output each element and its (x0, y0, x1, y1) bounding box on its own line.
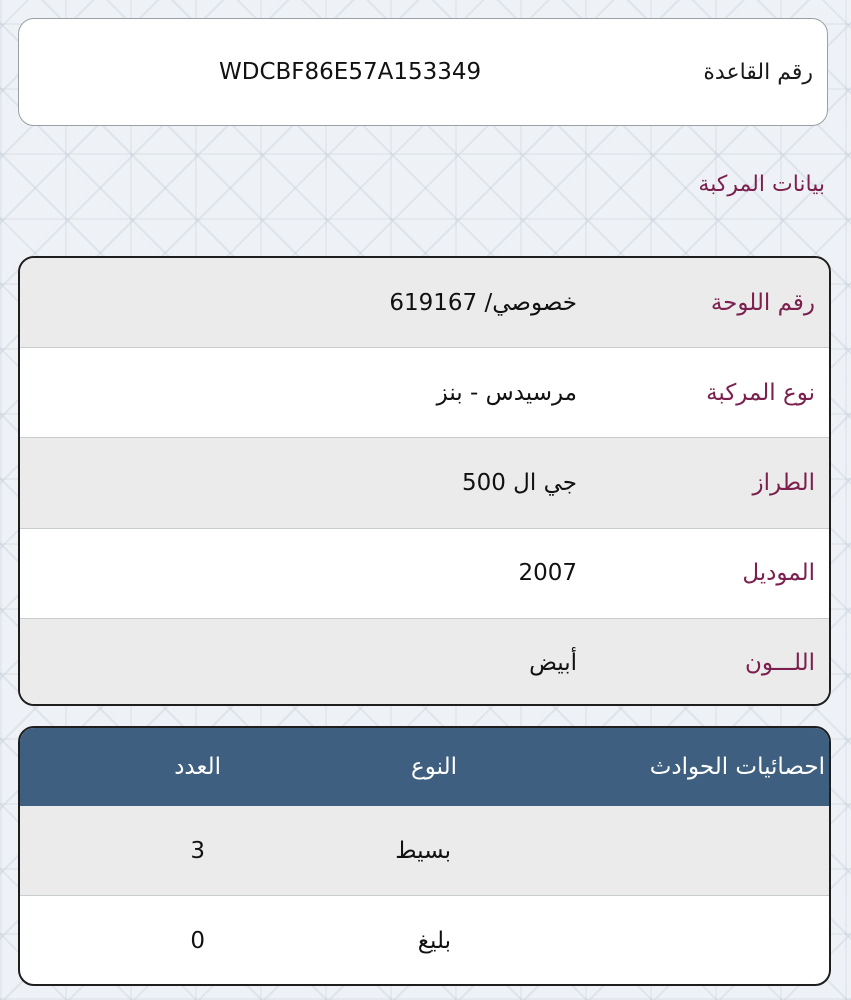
vehicle-type-label: نوع المركبة (706, 379, 815, 406)
accident-type-severe: بليغ (417, 927, 451, 954)
plate-number-label: رقم اللوحة (710, 289, 815, 316)
accident-table-header (20, 728, 829, 806)
color-value: أبيض (529, 650, 577, 677)
vehicle-row-type (20, 348, 829, 438)
accident-statistics-title: احصائيات الحوادث (649, 754, 825, 780)
table-row (20, 896, 829, 985)
vehicle-row-plate (20, 258, 829, 348)
model-year-label: الموديل (742, 560, 815, 587)
chassis-number-value: WDCBF86E57A153349 (219, 59, 482, 85)
vehicle-type-value: مرسيدس - بنز (436, 379, 577, 406)
color-label: اللـــون (745, 650, 815, 677)
chassis-number-card (18, 18, 828, 126)
vehicle-row-model-year (20, 529, 829, 619)
accident-statistics-table (18, 726, 831, 986)
accident-count-minor: 3 (190, 837, 205, 864)
plate-number-value: خصوصي/ 619167 (389, 289, 577, 316)
table-row (20, 806, 829, 896)
vehicle-data-title: بيانات المركبة (698, 172, 825, 197)
type-column-header: النوع (411, 754, 457, 780)
chassis-number-label: رقم القاعدة (703, 59, 813, 85)
vehicle-data-table (18, 256, 831, 706)
count-column-header: العدد (174, 754, 221, 780)
accident-type-minor: بسيط (395, 837, 451, 864)
vehicle-class-value: جي ال 500 (461, 469, 577, 496)
model-year-value: 2007 (518, 560, 577, 587)
accident-count-severe: 0 (190, 927, 205, 954)
vehicle-row-class (20, 438, 829, 528)
vehicle-class-label: الطراز (752, 469, 815, 496)
vehicle-row-color (20, 619, 829, 706)
